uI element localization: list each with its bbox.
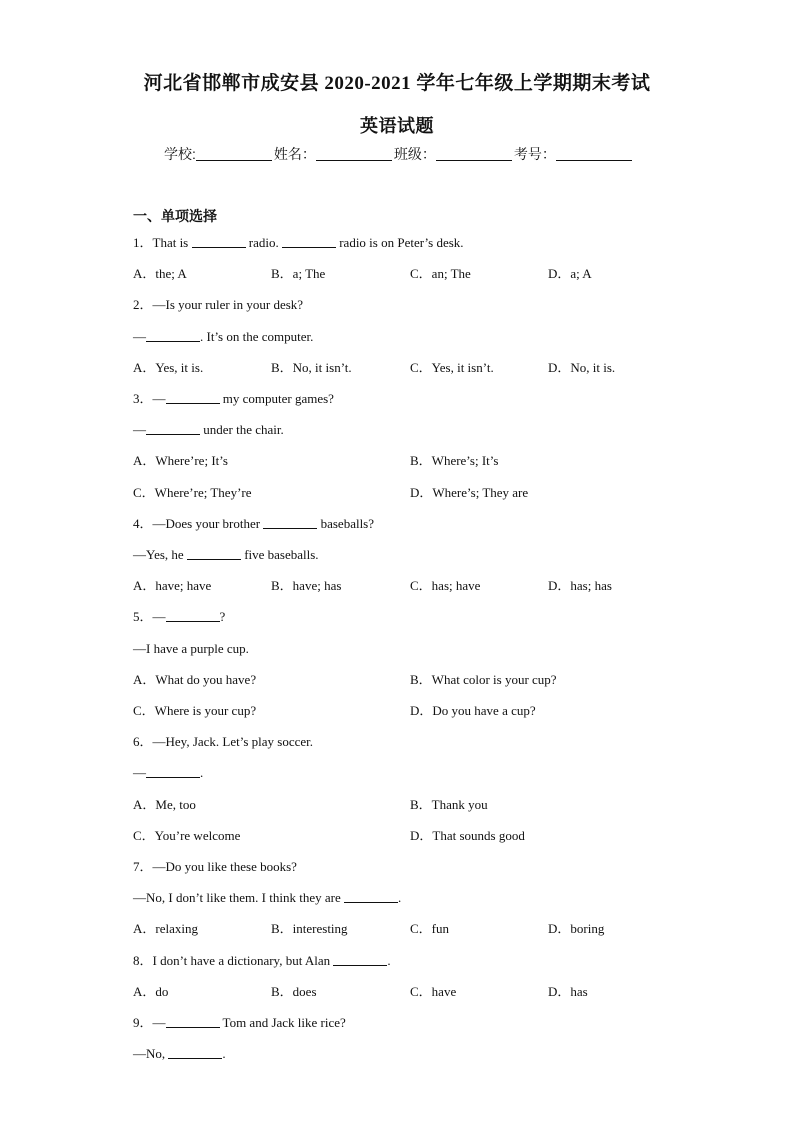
question-text: ?: [219, 609, 226, 624]
question-text: baseballs?: [317, 516, 375, 531]
question-1-option-a[interactable]: A．the; A: [133, 266, 187, 281]
question-8-option-b[interactable]: B．does: [271, 984, 317, 999]
answer-blank[interactable]: [192, 235, 246, 248]
section-heading: 一、单项选择: [133, 208, 217, 224]
question-6-line-2: [133, 764, 203, 782]
question-text: 9．—: [133, 1015, 166, 1030]
question-4-option-b[interactable]: B．have; has: [271, 578, 342, 593]
question-text: —No, I don’t like them. I think they are: [133, 890, 344, 905]
question-5-option-b[interactable]: B．What color is your cup?: [410, 672, 557, 687]
question-text: —: [133, 422, 146, 437]
question-6-option-d[interactable]: D．That sounds good: [410, 828, 525, 843]
student-info-row: [164, 144, 634, 164]
question-5-line-1: [133, 608, 225, 626]
question-4-option-c[interactable]: C．has; have: [410, 578, 481, 593]
question-text: 4．—Does your brother: [133, 516, 264, 531]
question-3-option-a[interactable]: A．Where’re; It’s: [133, 453, 228, 468]
question-text: radio.: [245, 235, 282, 250]
class-label: 班级：: [393, 146, 436, 162]
answer-blank[interactable]: [146, 765, 200, 778]
page-subtitle: 英语试题: [360, 116, 434, 136]
question-text: 6．—Hey, Jack. Let’s play soccer.: [133, 734, 314, 749]
question-1-option-b[interactable]: B．a; The: [271, 266, 326, 281]
question-2-option-a[interactable]: A．Yes, it is.: [133, 360, 204, 375]
question-text: 5．—: [133, 609, 166, 624]
question-text: Tom and Jack like rice?: [219, 1015, 346, 1030]
question-text: 3．—: [133, 391, 166, 406]
question-7-option-a[interactable]: A．relaxing: [133, 921, 198, 936]
question-8-option-a[interactable]: A．do: [133, 984, 169, 999]
question-7-option-b[interactable]: B．interesting: [271, 921, 348, 936]
page-title: 河北省邯郸市成安县 2020-2021 学年七年级上学期期末考试: [143, 73, 651, 94]
answer-blank[interactable]: [166, 609, 220, 622]
question-6-option-b[interactable]: B．Thank you: [410, 797, 488, 812]
question-3-option-c[interactable]: C．Where’re; They’re: [133, 485, 252, 500]
question-text: under the chair.: [200, 422, 284, 437]
question-3-option-d[interactable]: D．Where’s; They are: [410, 485, 529, 500]
question-text: my computer games?: [219, 391, 334, 406]
question-text: 1．That is: [133, 235, 192, 250]
question-2-option-d[interactable]: D．No, it is.: [548, 360, 616, 375]
question-5-option-d[interactable]: D．Do you have a cup?: [410, 703, 536, 718]
question-9-line-1: [133, 1014, 346, 1032]
answer-blank[interactable]: [166, 391, 220, 404]
number-blank[interactable]: [556, 146, 632, 161]
question-4-line-1: [133, 515, 374, 533]
question-text: .: [200, 765, 204, 780]
answer-blank[interactable]: [344, 890, 398, 903]
name-label: 姓名：: [273, 146, 316, 162]
question-9-line-2: [133, 1045, 226, 1063]
question-5-option-a[interactable]: A．What do you have?: [133, 672, 257, 687]
answer-blank[interactable]: [263, 516, 317, 529]
question-text: —No,: [133, 1046, 169, 1061]
question-7-option-d[interactable]: D．boring: [548, 921, 605, 936]
question-8-option-c[interactable]: C．have: [410, 984, 457, 999]
question-4-option-a[interactable]: A．have; have: [133, 578, 212, 593]
question-6-option-c[interactable]: C．You’re welcome: [133, 828, 241, 843]
school-label: 学校:: [164, 146, 196, 162]
question-text: 2．—Is your ruler in your desk?: [133, 297, 304, 312]
question-5-option-c[interactable]: C．Where is your cup?: [133, 703, 257, 718]
question-2-option-c[interactable]: C．Yes, it isn’t.: [410, 360, 494, 375]
question-3-line-1: [133, 390, 334, 408]
question-8-line-1: [133, 952, 391, 970]
question-text: .: [397, 890, 402, 905]
question-text: .: [222, 1046, 226, 1061]
question-text: five baseballs.: [240, 547, 319, 562]
question-3-line-2: [133, 421, 284, 439]
question-2-line-2: [133, 328, 313, 346]
question-7-option-c[interactable]: C．fun: [410, 921, 450, 936]
name-blank[interactable]: [316, 146, 392, 161]
question-text: 7．—Do you like these books?: [133, 859, 297, 874]
question-text: 8．I don’t have a dictionary, but Alan: [133, 953, 334, 968]
answer-blank[interactable]: [187, 547, 241, 560]
question-text: . It’s on the computer.: [200, 329, 314, 344]
question-2-line-1: [133, 296, 303, 314]
question-1-line-1: [133, 234, 464, 252]
question-6-line-1: [133, 733, 313, 751]
question-text: —: [133, 765, 146, 780]
question-4-line-2: [133, 546, 319, 564]
question-3-option-b[interactable]: B．Where’s; It’s: [410, 453, 499, 468]
question-text: radio is on Peter’s desk.: [335, 235, 464, 250]
question-1-option-d[interactable]: D．a; A: [548, 266, 592, 281]
question-6-option-a[interactable]: A．Me, too: [133, 797, 196, 812]
number-label: 考号：: [513, 146, 556, 162]
question-2-option-b[interactable]: B．No, it isn’t.: [271, 360, 352, 375]
answer-blank[interactable]: [282, 235, 336, 248]
question-4-option-d[interactable]: D．has; has: [548, 578, 612, 593]
question-text: —Yes, he: [133, 547, 187, 562]
question-7-line-1: [133, 858, 297, 876]
answer-blank[interactable]: [168, 1046, 222, 1059]
question-7-line-2: [133, 889, 401, 907]
question-5-line-2: [133, 640, 249, 658]
answer-blank[interactable]: [146, 422, 200, 435]
question-1-option-c[interactable]: C．an; The: [410, 266, 471, 281]
answer-blank[interactable]: [146, 329, 200, 342]
class-blank[interactable]: [436, 146, 512, 161]
question-8-option-d[interactable]: D．has: [548, 984, 588, 999]
question-text: —I have a purple cup.: [133, 641, 249, 656]
school-blank[interactable]: [196, 146, 272, 161]
question-text: —: [133, 329, 146, 344]
answer-blank[interactable]: [333, 953, 387, 966]
question-text: .: [387, 953, 391, 968]
answer-blank[interactable]: [166, 1015, 220, 1028]
